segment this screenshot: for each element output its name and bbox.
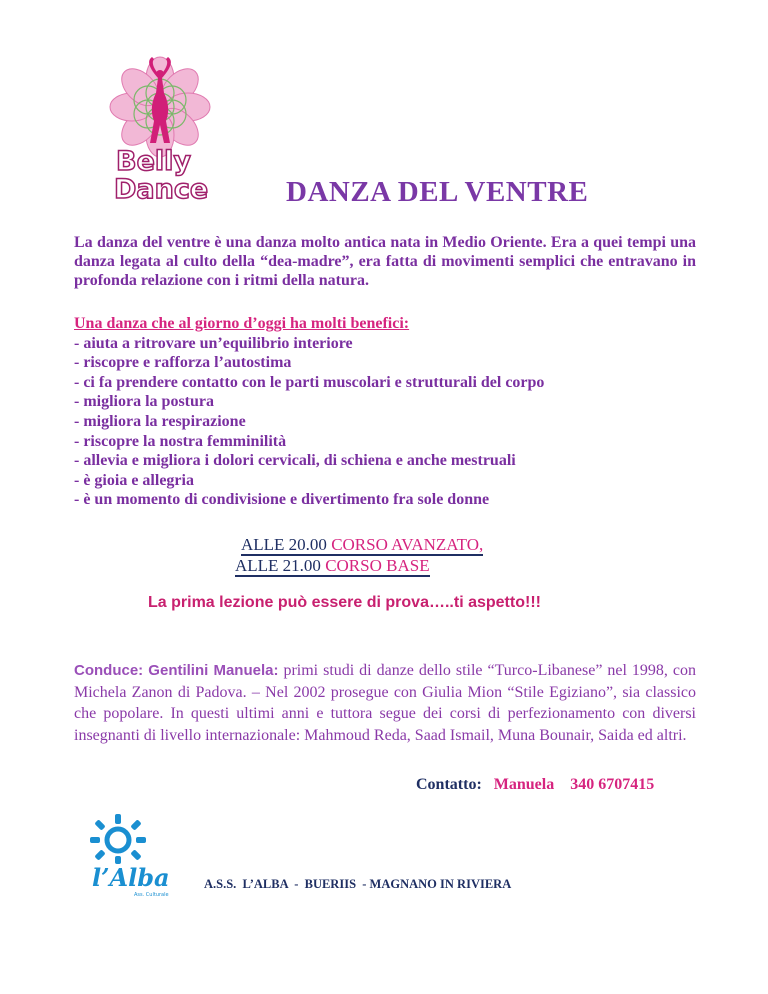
logo-text-dance: Dance xyxy=(114,174,209,202)
schedule-time: ALLE 21.00 xyxy=(235,556,321,575)
page-title: DANZA DEL VENTRE xyxy=(286,176,589,208)
list-item: - ci fa prendere contatto con le parti muscolari e strutturali del corpo xyxy=(74,373,545,391)
instructor-bio: primi studi di danze dello stile “Turco-Libanese” nel 1998, con Michela Zanon di Padova. – Nel 2002 prosegue con Giulia Mion “Stile Egiziano”, sia classico che popolare. In questi ultimi anni e tuttora segue dei corsi di perfezionamento con diversi insegnanti di livello internazionale: Mahmoud Reda, Saad Ismail, Muna Bounair, Saida ed altri. xyxy=(74,662,696,744)
alba-logo-subtext: Ass. Culturale xyxy=(134,892,169,898)
contact-label: Contatto: xyxy=(416,776,482,793)
benefits-list xyxy=(74,314,714,510)
schedule-base xyxy=(235,556,430,576)
list-item: - è gioia e allegria xyxy=(74,471,194,489)
list-item: - allevia e migliora i dolori cervicali, di schiena e anche mestruali xyxy=(74,452,516,470)
instructor-label: Conduce: Gentilini Manuela: xyxy=(74,662,279,679)
contact-line xyxy=(416,776,654,794)
list-item: - migliora la respirazione xyxy=(74,412,246,430)
schedule-course: CORSO BASE xyxy=(325,556,430,575)
benefits-heading: Una danza che al giorno d’oggi ha molti benefici: xyxy=(74,315,410,332)
list-item: - aiuta a ritrovare un’equilibrio interiore xyxy=(74,334,353,352)
alba-logo-text: l’Alba xyxy=(92,863,170,892)
alba-logo xyxy=(78,812,178,902)
list-item: - riscopre e rafforza l’autostima xyxy=(74,354,292,372)
schedule-course: CORSO AVANZATO, xyxy=(331,535,484,554)
footer-association: A.S.S. L’ALBA - BUERIIS - MAGNANO IN RIVIERA xyxy=(204,877,512,891)
contact-name: Manuela xyxy=(493,776,555,793)
contact-phone: 340 6707415 xyxy=(570,776,655,793)
list-item: - migliora la postura xyxy=(74,393,214,411)
belly-dance-logo xyxy=(100,52,220,202)
trial-lesson-note: La prima lezione può essere di prova…..ti aspetto!!! xyxy=(148,594,541,611)
list-item: - riscopre la nostra femminilità xyxy=(74,432,287,450)
intro-paragraph: La danza del ventre è una danza molto antica nata in Medio Oriente. Era a quei tempi una danza legata al culto della “dea-madre”, era fatta di movimenti semplici che entravano in profonda relazione con i ritmi della natura. xyxy=(74,234,696,289)
schedule-advanced xyxy=(241,535,483,555)
instructor-paragraph xyxy=(74,660,696,746)
logo-text-belly: Belly xyxy=(116,146,192,177)
schedule-time: ALLE 20.00 xyxy=(241,535,327,554)
list-item: - è un momento di condivisione e divertimento fra sole donne xyxy=(74,491,490,509)
